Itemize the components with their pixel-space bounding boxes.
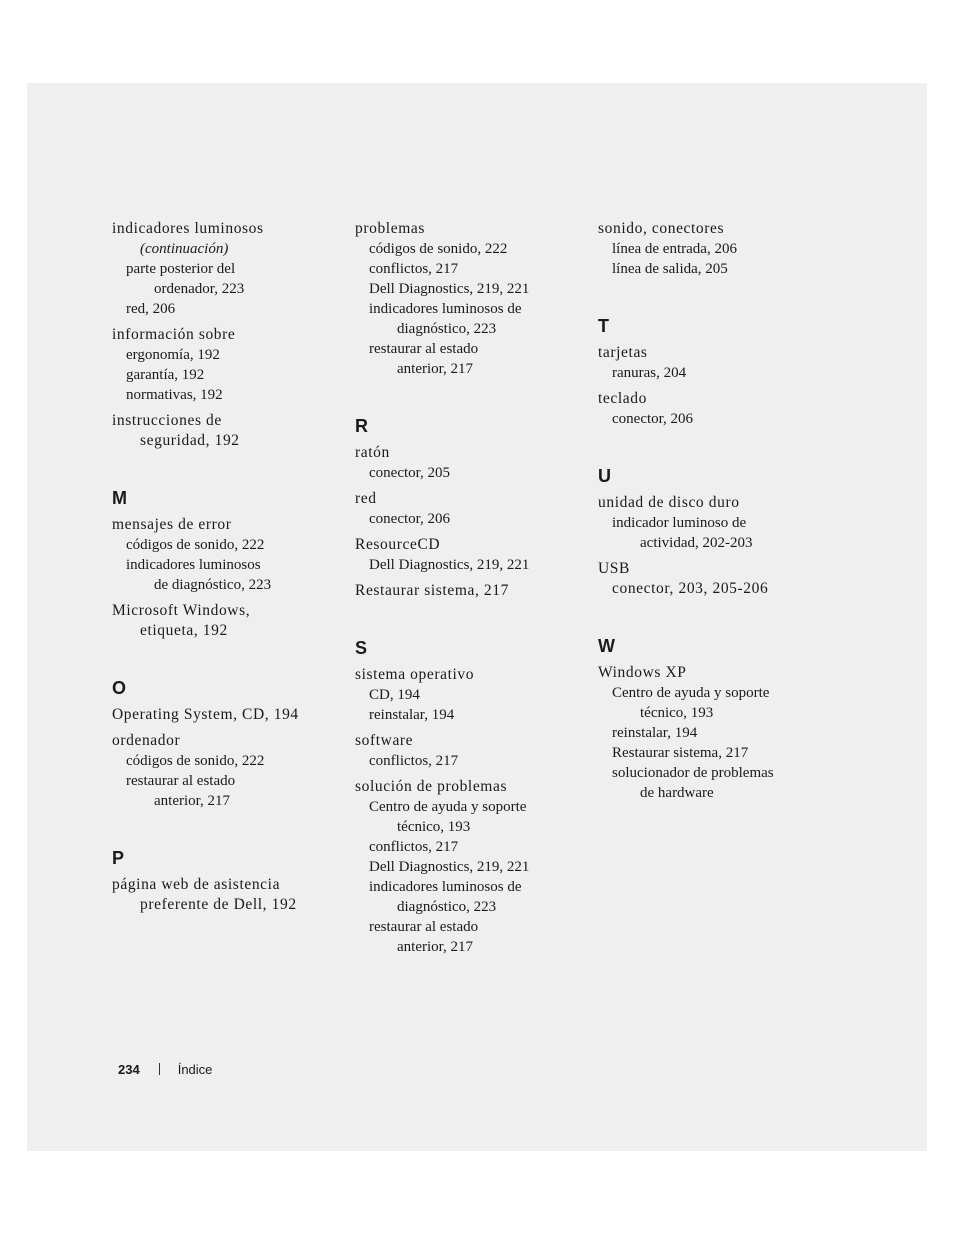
index-term: red	[355, 490, 377, 507]
index-subterm: etiqueta, 192	[140, 622, 228, 639]
index-term: Restaurar sistema, 217	[355, 582, 509, 599]
index-subterm: Dell Diagnostics, 219, 221	[369, 281, 530, 297]
section-letter: W	[598, 636, 615, 656]
index-subterm: conflictos, 217	[369, 753, 459, 769]
index-entry	[598, 343, 828, 383]
index-entry	[355, 535, 585, 575]
index-subterm: Centro de ayuda y soporte	[612, 685, 770, 701]
index-entry	[598, 493, 828, 553]
index-subterm: indicador luminoso de	[612, 515, 747, 531]
index-subterm: de hardware	[640, 785, 714, 801]
index-term: Operating System, CD, 194	[112, 706, 299, 723]
index-subterm: técnico, 193	[397, 819, 471, 835]
index-subterm: restaurar al estado	[126, 773, 236, 789]
index-subterm: parte posterior del	[126, 261, 236, 277]
index-subterm: línea de salida, 205	[612, 261, 728, 277]
index-entry	[112, 325, 342, 405]
index-term: ResourceCD	[355, 536, 441, 553]
index-entry	[598, 559, 828, 599]
index-entry	[355, 489, 585, 529]
index-entry	[112, 705, 342, 725]
index-subterm: Centro de ayuda y soporte	[369, 799, 527, 815]
index-term: mensajes de error	[112, 516, 232, 533]
index-subterm: indicadores luminosos	[126, 557, 261, 573]
section-name: Índice	[177, 1062, 213, 1077]
index-subterm: ergonomía, 192	[126, 347, 220, 363]
index-subterm: conector, 206	[369, 511, 451, 527]
index-entry	[355, 777, 585, 957]
index-subterm: ordenador, 223	[154, 281, 245, 297]
index-subterm: actividad, 202-203	[640, 535, 753, 551]
index-subterm: técnico, 193	[640, 705, 714, 721]
index-subterm: reinstalar, 194	[612, 725, 698, 741]
index-term: problemas	[355, 220, 425, 237]
index-subterm: diagnóstico, 223	[397, 321, 497, 337]
index-entry	[355, 219, 585, 379]
index-subterm: de diagnóstico, 223	[154, 577, 272, 593]
index-subterm: garantía, 192	[126, 367, 205, 383]
index-subterm: códigos de sonido, 222	[126, 537, 265, 553]
index-subterm: restaurar al estado	[369, 341, 479, 357]
index-entry	[112, 731, 342, 811]
section-letter: T	[598, 316, 609, 336]
footer-separator	[159, 1063, 160, 1075]
index-subterm: ranuras, 204	[612, 365, 687, 381]
index-column-1	[112, 219, 342, 921]
index-subterm: CD, 194	[369, 687, 420, 703]
index-subterm: seguridad, 192	[140, 432, 240, 449]
index-term: teclado	[598, 390, 647, 407]
index-term: USB	[598, 560, 630, 577]
index-column-3	[598, 219, 828, 809]
section-letter: O	[112, 678, 127, 698]
index-subterm: indicadores luminosos de	[369, 301, 522, 317]
index-subterm: reinstalar, 194	[369, 707, 455, 723]
index-subterm: anterior, 217	[154, 793, 231, 809]
index-subterm: anterior, 217	[397, 361, 474, 377]
index-subterm: diagnóstico, 223	[397, 899, 497, 915]
index-subterm: anterior, 217	[397, 939, 474, 955]
page-footer	[118, 1060, 212, 1080]
index-entry	[355, 731, 585, 771]
index-term: ordenador	[112, 732, 181, 749]
section-letter: R	[355, 416, 368, 436]
index-term: sonido, conectores	[598, 220, 725, 237]
index-subterm: restaurar al estado	[369, 919, 479, 935]
index-subterm: indicadores luminosos de	[369, 879, 522, 895]
index-subterm: Dell Diagnostics, 219, 221	[369, 557, 530, 573]
index-term: página web de asistencia	[112, 876, 281, 893]
index-entry	[112, 219, 342, 319]
index-subterm: conflictos, 217	[369, 261, 459, 277]
index-subterm: preferente de Dell, 192	[140, 896, 297, 913]
index-entry	[355, 665, 585, 725]
index-term: solución de problemas	[355, 778, 508, 795]
index-subterm: línea de entrada, 206	[612, 241, 737, 257]
index-subterm: códigos de sonido, 222	[126, 753, 265, 769]
index-term: unidad de disco duro	[598, 494, 740, 511]
section-letter: U	[598, 466, 611, 486]
index-subterm: Dell Diagnostics, 219, 221	[369, 859, 530, 875]
index-entry	[598, 389, 828, 429]
index-term: indicadores luminosos	[112, 220, 264, 237]
index-term: tarjetas	[598, 344, 648, 361]
index-subterm: conector, 206	[612, 411, 694, 427]
index-subterm: conector, 203, 205-206	[612, 580, 769, 597]
index-entry	[598, 663, 828, 803]
index-term: Windows XP	[598, 664, 687, 681]
index-subterm: red, 206	[126, 301, 176, 317]
index-entry	[355, 443, 585, 483]
index-subterm: Restaurar sistema, 217	[612, 745, 749, 761]
index-entry	[112, 875, 342, 915]
page-number: 234	[118, 1062, 140, 1077]
section-letter: M	[112, 488, 127, 508]
index-subterm: (continuación)	[140, 241, 229, 257]
index-entry	[598, 219, 828, 279]
section-letter: P	[112, 848, 125, 868]
index-subterm: solucionador de problemas	[612, 765, 774, 781]
index-subterm: normativas, 192	[126, 387, 223, 403]
index-subterm: conector, 205	[369, 465, 451, 481]
index-entry	[112, 515, 342, 595]
index-subterm: conflictos, 217	[369, 839, 459, 855]
index-entry	[355, 581, 585, 601]
index-term: sistema operativo	[355, 666, 475, 683]
section-letter: S	[355, 638, 368, 658]
index-term: ratón	[355, 444, 390, 461]
index-entry	[112, 411, 342, 451]
index-term: instrucciones de	[112, 412, 222, 429]
index-subterm: códigos de sonido, 222	[369, 241, 508, 257]
index-column-2	[355, 219, 585, 963]
index-term: Microsoft Windows,	[112, 602, 251, 619]
index-entry	[112, 601, 342, 641]
index-term: información sobre	[112, 326, 236, 343]
index-term: software	[355, 732, 414, 749]
